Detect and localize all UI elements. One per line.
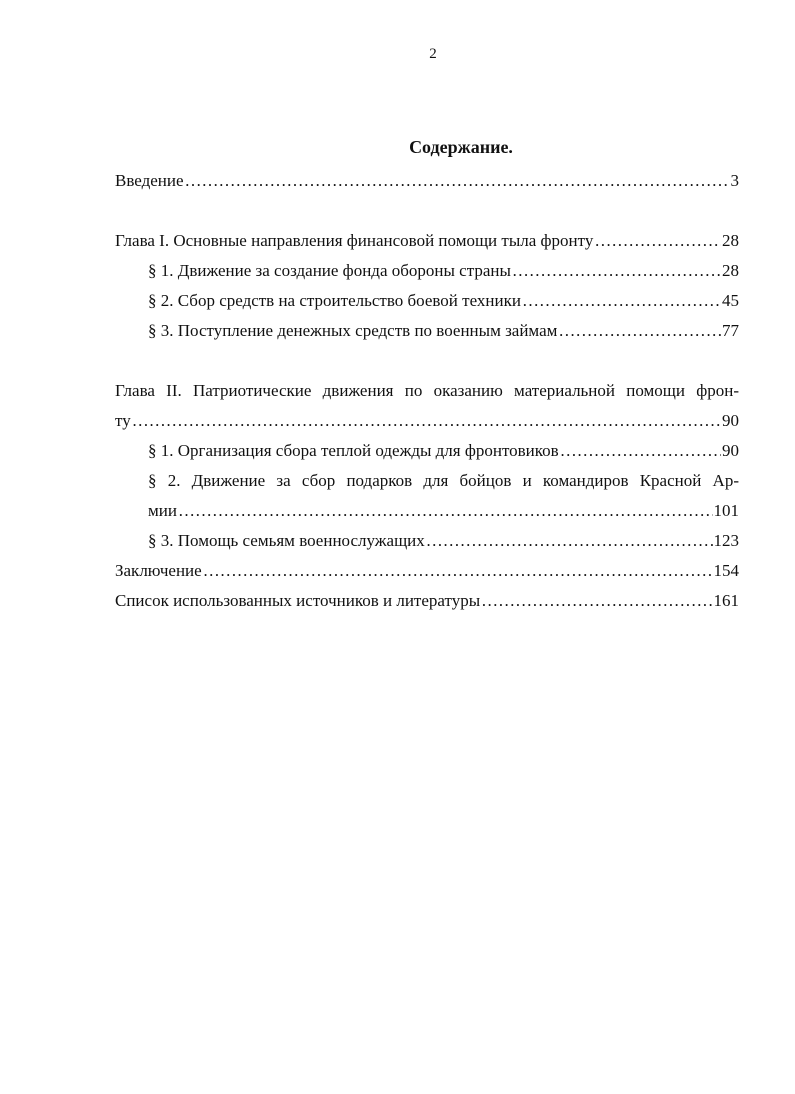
spacer [115, 196, 739, 226]
dot-leader [558, 316, 721, 346]
toc-entry-label: Заключение [115, 561, 202, 580]
toc-entry-label: ту [115, 411, 131, 430]
dot-leader [481, 586, 712, 616]
toc-entry-page: 77 [722, 321, 739, 340]
toc-entry-chapter-2-line-1: Глава II. Патриотические движения по оказанию материальной помощи фрон- [115, 381, 739, 400]
toc-entry-chapter-2 [115, 406, 739, 436]
toc-entry-label: § 1. Организация сбора теплой одежды для фронтовиков [148, 441, 559, 460]
toc-entry-page: 3 [730, 171, 739, 190]
toc-entry-page: 28 [722, 261, 739, 280]
toc-entry-page: 101 [713, 501, 739, 520]
spacer [115, 346, 739, 376]
dot-leader [178, 496, 713, 526]
dot-leader [185, 166, 730, 196]
toc-entry-chapter-2-section-2 [115, 496, 739, 526]
toc-entry-label: мии [148, 501, 177, 520]
toc-entry-chapter-2-section-1 [115, 436, 739, 466]
toc-entry-chapter-1 [115, 226, 739, 256]
dot-leader [560, 436, 721, 466]
toc-entry-chapter-2-section-2-line-1: § 2. Движение за сбор подарков для бойцов и командиров Красной Ар- [148, 471, 739, 490]
table-of-contents [115, 166, 739, 616]
toc-entry-label: § 3. Поступление денежных средств по военным займам [148, 321, 558, 340]
dot-leader [426, 526, 713, 556]
toc-entry-label: § 1. Движение за создание фонда обороны страны [148, 261, 511, 280]
toc-entry-page: 90 [722, 411, 739, 430]
toc-entry-label: Глава I. Основные направления финансовой помощи тыла фронту [115, 231, 594, 250]
toc-entry-page: 28 [722, 231, 739, 250]
toc-entry-chapter-1-section-3 [115, 316, 739, 346]
toc-entry-conclusion [115, 556, 739, 586]
dot-leader [132, 406, 721, 436]
page-number: 2 [429, 46, 437, 62]
toc-entry-label: § 3. Помощь семьям военнослужащих [148, 531, 425, 550]
toc-entry-label: Введение [115, 171, 184, 190]
dot-leader [512, 256, 721, 286]
dot-leader [522, 286, 721, 316]
toc-entry-chapter-1-section-1 [115, 256, 739, 286]
toc-entry-page: 161 [713, 591, 739, 610]
toc-entry-sources [115, 586, 739, 616]
toc-entry-page: 45 [722, 291, 739, 310]
toc-entry-page: 154 [713, 561, 739, 580]
toc-entry-chapter-2-section-3 [115, 526, 739, 556]
toc-entry-chapter-1-section-2 [115, 286, 739, 316]
toc-title: Содержание. [409, 137, 513, 157]
dot-leader [203, 556, 713, 586]
toc-entry-page: 123 [713, 531, 739, 550]
dot-leader [594, 226, 721, 256]
toc-entry-label: Список использованных источников и литературы [115, 591, 481, 610]
toc-entry-label: § 2. Сбор средств на строительство боевой техники [148, 291, 521, 310]
toc-entry-page: 90 [722, 441, 739, 460]
toc-entry-intro [115, 166, 739, 196]
